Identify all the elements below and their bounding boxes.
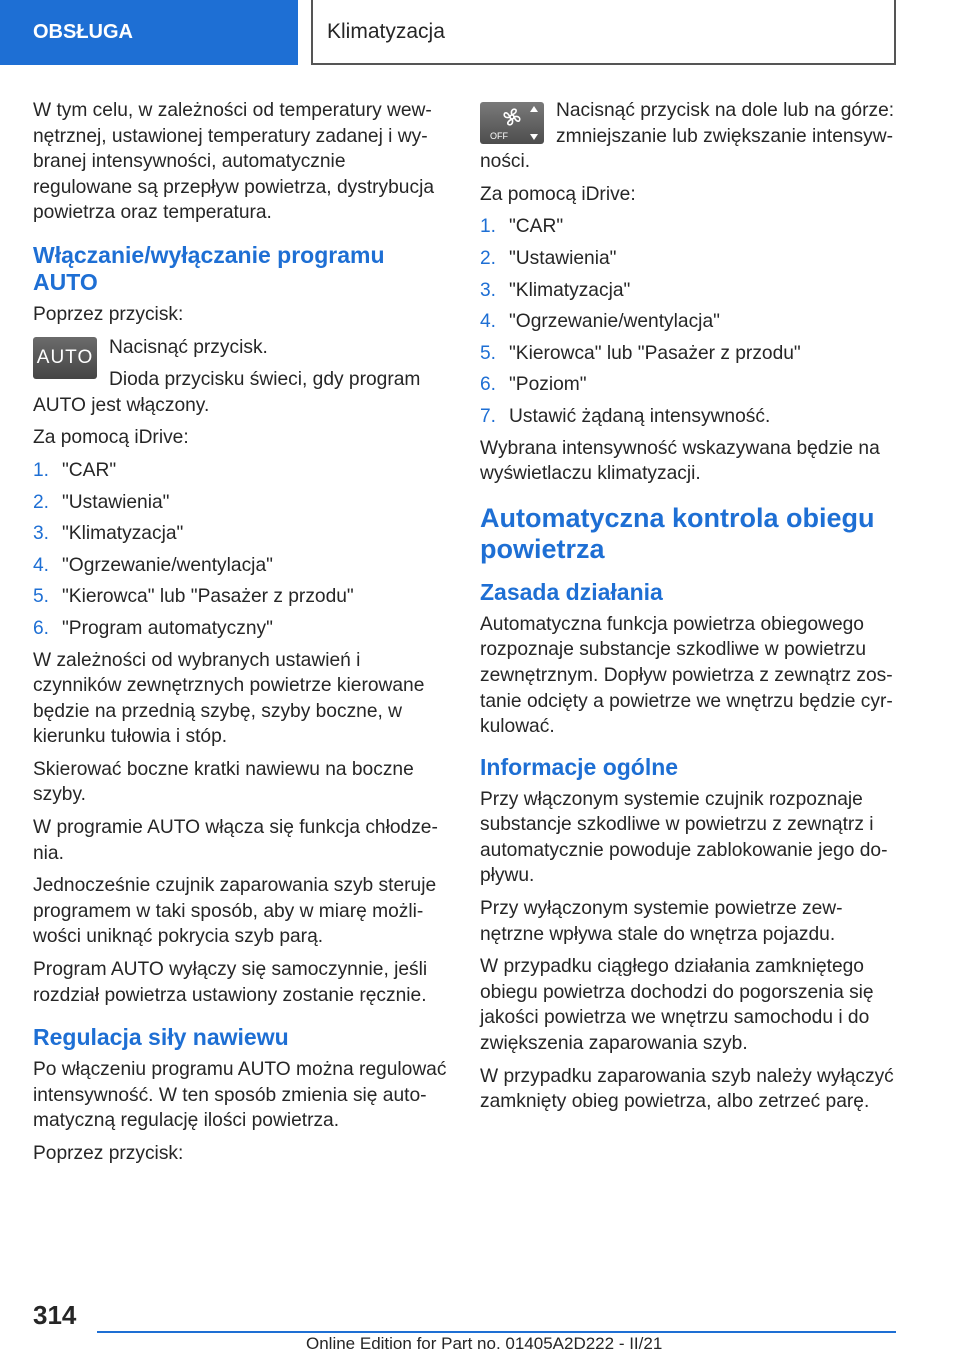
paragraph: Przy wyłączonym systemie powietrze zewnętrzne wpływa stale do wnętrza pojazdu. — [480, 898, 843, 945]
via-idrive-text: Za pomocą iDrive: — [480, 183, 636, 205]
section-tab — [0, 0, 298, 65]
list-item: 2. "Ustawienia" — [33, 491, 170, 513]
paragraph: Jednocześnie czujnik zaparowania szyb steruje programem w taki sposób, aby w miarę możliwości uniknąć pokrycia szyb parą. — [33, 875, 437, 948]
list-item: 5. "Kierowca" lub "Pasażer z przodu" — [33, 586, 354, 608]
led-text: Dioda przycisku świeci, gdy program AUTO jest włączony. — [33, 369, 421, 416]
list-item: 3. "Klimatyzacja" — [480, 279, 631, 301]
via-idrive-text: Za pomocą iDrive: — [33, 427, 189, 449]
page-number: 314 — [33, 1300, 77, 1330]
right-column — [480, 98, 896, 1122]
auto-button-icon — [33, 337, 97, 379]
paragraph: Skierować boczne kratki nawiewu na boczne szyby. — [33, 758, 414, 806]
list-item: 1. "CAR" — [480, 216, 564, 238]
chapter-header — [311, 0, 896, 65]
list-item: 3. "Klimatyzacja" — [33, 523, 184, 545]
list-item: 2. "Ustawienia" — [480, 247, 617, 269]
paragraph: W zależności od wybranych ustawień i czynników zewnętrznych powietrze kierowane będzie na przednią szybę, szyby boczne, w kierunku tułowia i stóp. — [33, 649, 425, 748]
edition-footer: Online Edition for Part no. 01405A2D222 - II/21 — [306, 1334, 663, 1353]
fan-button-instruction — [480, 98, 896, 182]
auto-button-instruction — [33, 335, 449, 426]
auto-button-label: AUTO — [36, 346, 94, 368]
press-button-text: Nacisnąć przycisk. — [109, 336, 268, 358]
list-item: 5. "Kierowca" lub "Pasażer z przodu" — [480, 342, 801, 364]
heading-general-info: Informacje ogólne — [480, 753, 679, 780]
press-updown-text: Nacisnąć przycisk na dole lub na górze: zmniejszanie lub zwiększanie intensywności. — [480, 100, 895, 173]
list-item: 6. "Poziom" — [480, 374, 587, 396]
via-button-text: Poprzez przycisk: — [33, 303, 184, 325]
list-item: 4. "Ogrzewanie/wentylacja" — [33, 554, 273, 576]
section-title: OBSŁUGA — [33, 21, 133, 43]
heading-principle: Zasada działania — [480, 578, 663, 605]
chapter-title: Klimatyzacja — [327, 19, 445, 43]
idrive-steps-right — [480, 214, 896, 429]
heading-auto-program: Włączanie/wyłączanie programu AUTO — [33, 241, 385, 295]
paragraph: W przypadku ciągłego działania zamkniętego obiegu powietrza dochodzi do pogorszenia się jakości powietrza we wnętrzu samochodu i do zwiększenia zaparowania szyb. — [480, 956, 874, 1055]
paragraph: W przypadku zaparowania szyb należy wyłączyć zamknięty obieg powietrza, albo zetrzeć parę. — [480, 1065, 894, 1113]
list-item: 6. "Program automatyczny" — [33, 617, 273, 639]
list-item: 7. Ustawić żądaną intensywność. — [480, 405, 771, 427]
list-item: 1. "CAR" — [33, 459, 117, 481]
left-column — [33, 98, 449, 1174]
heading-air-recirculation: Automatyczna kontrola obiegu powietrza — [480, 502, 875, 564]
idrive-steps-left — [33, 458, 449, 642]
paragraph: Program AUTO wyłączy się samoczynnie, jeśli rozdział powietrza ustawiony zostanie ręcznie. — [33, 959, 428, 1006]
fan-button-icon — [480, 102, 544, 144]
heading-airflow-regulation: Regulacja siły nawiewu — [33, 1024, 289, 1051]
fan-off-label: OFF — [490, 131, 508, 141]
paragraph: Wybrana intensywność wskazywana będzie na wyświetlaczu klimatyzacji. — [480, 437, 880, 485]
paragraph: Przy włączonym systemie czujnik rozpoznaje substancje szkodliwe w powietrzu z zewnątrz i automatycznie powoduje zablokowanie jego dopływu. — [480, 788, 888, 887]
paragraph: Po włączeniu programu AUTO można regulować intensywność. W ten sposób zmienia się automatyczną regulację ilości powietrza. — [33, 1059, 447, 1132]
fan-icon — [480, 102, 544, 144]
list-item: 4. "Ogrzewanie/wentylacja" — [480, 311, 720, 333]
intro-paragraph: W tym celu, w zależności od temperatury wewnętrznej, ustawionej temperatury zadanej i wybranej intensywności, automatycznie regulowane są przepływ powietrza, dystrybucja powietrza oraz temperatura. — [33, 100, 434, 224]
footer-divider — [97, 1331, 896, 1333]
paragraph: Poprzez przycisk: — [33, 1143, 184, 1164]
paragraph: W programie AUTO włącza się funkcja chłodzenia. — [33, 817, 438, 864]
paragraph: Automatyczna funkcja powietrza obiegowego rozpoznaje substancje szkodliwe w powietrzu zewnętrznym. Dopływ powietrza z zewnątrz zostanie odcięty a powietrze we wnętrzu będzie cyrkulować. — [480, 613, 893, 738]
